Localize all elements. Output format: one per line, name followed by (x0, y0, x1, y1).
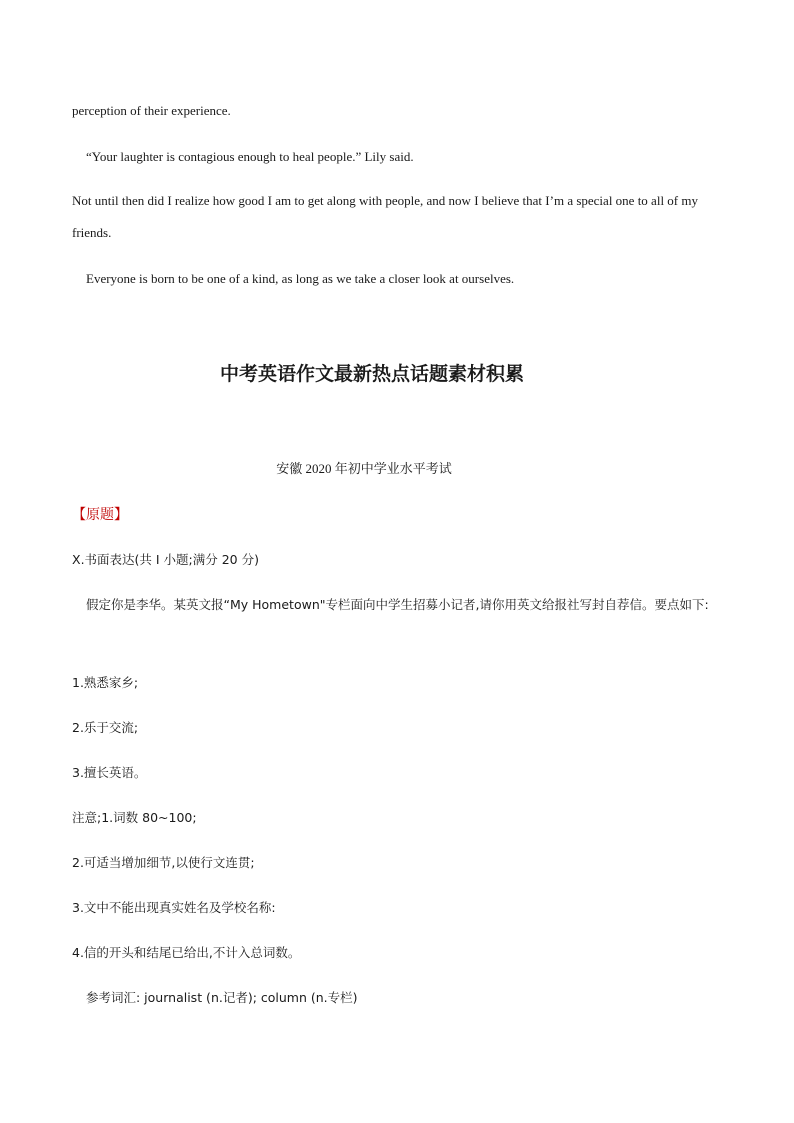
note-item: 4.信的开头和结尾已给出,不计入总词数。 (72, 945, 301, 960)
story-quote: “Your laughter is contagious enough to heal people.” Lily said. (86, 149, 414, 164)
note-item: 注意;1.词数 80~100; (72, 810, 197, 825)
question-prompt: 假定你是李华。某英文报“My Hometown"专栏面向中学生招募小记者,请你用英文给报社写封自荐信。要点如下: (86, 597, 709, 612)
reference-vocab: 参考词汇: journalist (n.记者); column (n.专栏) (86, 990, 358, 1005)
exam-name: 安徽 2020 年初中学业水平考试 (276, 461, 452, 476)
question-heading: X.书面表达(共 I 小题;满分 20 分) (72, 552, 259, 567)
story-line: perception of their experience. (72, 103, 231, 118)
note-item: 2.可适当增加细节,以使行文连贯; (72, 855, 255, 870)
page-title: 中考英语作文最新热点话题素材积累 (219, 363, 524, 385)
point-item: 1.熟悉家乡; (72, 675, 139, 690)
point-item: 3.擅长英语。 (72, 765, 147, 780)
story-realization: Not until then did I realize how good I am to get along with people, and now I believe that I’m a special one to all of my friends. (72, 193, 698, 240)
note-item: 3.文中不能出现真实姓名及学校名称: (72, 900, 276, 915)
section-tag: 【原题】 (72, 507, 128, 523)
point-item: 2.乐于交流; (72, 720, 139, 735)
story-closing: Everyone is born to be one of a kind, as long as we take a closer look at ourselves. (86, 271, 515, 286)
